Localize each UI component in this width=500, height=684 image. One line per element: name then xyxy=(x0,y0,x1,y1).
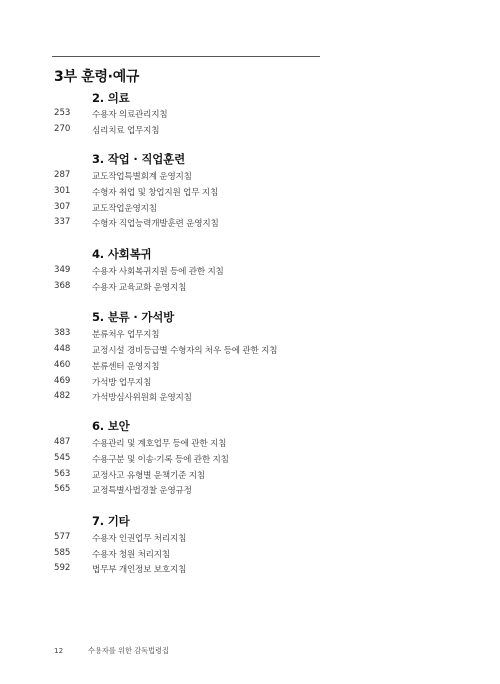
toc-entry[interactable] xyxy=(0,453,500,469)
toc-entry-title: 교도작업특별회계 운영지침 xyxy=(92,172,192,182)
toc-entry-title: 교정시설 경비등급별 수형자의 처우 등에 관한 지침 xyxy=(92,346,278,356)
section-heading-work-training: 3. 작업 · 직업훈련 xyxy=(92,152,186,166)
toc-entry[interactable] xyxy=(0,344,500,360)
footer-page-number: 12 xyxy=(54,646,64,655)
toc-entry[interactable] xyxy=(0,437,500,453)
toc-entry[interactable] xyxy=(0,217,500,233)
toc-page-number: 270 xyxy=(54,124,71,134)
toc-page-number: 368 xyxy=(54,281,71,291)
toc-page-number: 482 xyxy=(54,391,71,401)
toc-entry[interactable] xyxy=(0,328,500,344)
toc-entry[interactable] xyxy=(0,202,500,218)
toc-entry-title: 심리치료 업무지침 xyxy=(92,126,160,136)
toc-page-number: 337 xyxy=(54,217,71,227)
section-heading-social-return: 4. 사회복귀 xyxy=(92,247,152,261)
toc-page-number: 448 xyxy=(54,344,71,354)
toc-page-number: 287 xyxy=(54,170,71,180)
toc-entry[interactable] xyxy=(0,281,500,297)
toc-entry-title: 수용자 교육교화 운영지침 xyxy=(92,283,187,293)
toc-entry-title: 수용구분 및 이송·기록 등에 관한 지침 xyxy=(92,455,229,465)
toc-entry[interactable] xyxy=(0,186,500,202)
toc-entry-title: 수용자 청원 처리지침 xyxy=(92,550,170,560)
toc-entry-title: 가석방 업무지침 xyxy=(92,378,152,388)
toc-entry[interactable] xyxy=(0,376,500,392)
toc-page-number: 592 xyxy=(54,563,71,573)
section-heading-classification-parole: 5. 분류 · 가석방 xyxy=(92,310,175,324)
toc-entry[interactable] xyxy=(0,469,500,485)
footer-book-title: 수용자를 위한 감독법령집 xyxy=(88,646,169,655)
toc-entry-title: 수형자 직업능력개발훈련 운영지침 xyxy=(92,219,219,229)
toc-entry[interactable] xyxy=(0,563,500,579)
toc-entry-title: 수용자 사회복귀지원 등에 관한 지침 xyxy=(92,267,224,277)
toc-page-number: 487 xyxy=(54,437,71,447)
toc-entry-title: 가석방심사위원회 운영지침 xyxy=(92,393,192,403)
toc-page-number: 563 xyxy=(54,469,71,479)
toc-page-number: 545 xyxy=(54,453,71,463)
toc-entry-title: 수형자 취업 및 창업지원 업무 지침 xyxy=(92,188,219,198)
toc-page-number: 585 xyxy=(54,548,71,558)
toc-entry-title: 수용자 의료관리지침 xyxy=(92,110,168,120)
toc-entry[interactable] xyxy=(0,548,500,564)
toc-entry[interactable] xyxy=(0,532,500,548)
toc-page-number: 307 xyxy=(54,202,71,212)
part-title: 3부 훈령·예규 xyxy=(54,69,140,85)
toc-page-number: 253 xyxy=(54,108,71,118)
toc-entry[interactable] xyxy=(0,360,500,376)
toc-entry[interactable] xyxy=(0,484,500,500)
toc-page-number: 577 xyxy=(54,532,71,542)
toc-entry[interactable] xyxy=(0,108,500,124)
section-heading-security: 6. 보안 xyxy=(92,419,130,433)
toc-entry-title: 교도작업운영지침 xyxy=(92,204,157,214)
toc-page-number: 349 xyxy=(54,265,71,275)
toc-entry-title: 수용관리 및 계호업무 등에 관한 지침 xyxy=(92,439,227,449)
toc-page-number: 469 xyxy=(54,376,71,386)
toc-entry-title: 법무부 개인정보 보호지침 xyxy=(92,565,187,575)
toc-entry[interactable] xyxy=(0,265,500,281)
toc-entry[interactable] xyxy=(0,124,500,140)
toc-entry-title: 교정사고 유형별 운책기준 지침 xyxy=(92,471,205,481)
toc-page-number: 301 xyxy=(54,186,71,196)
toc-entry-title: 분류처우 업무지침 xyxy=(92,330,160,340)
toc-entry-title: 교정특별사법경찰 운영규정 xyxy=(92,486,192,496)
section-heading-other: 7. 기타 xyxy=(92,514,130,528)
toc-page-number: 460 xyxy=(54,360,71,370)
toc-page-number: 383 xyxy=(54,328,71,338)
toc-entry-title: 수용자 인권업무 처리지침 xyxy=(92,534,187,544)
toc-page-number: 565 xyxy=(54,484,71,494)
toc-entry[interactable] xyxy=(0,170,500,186)
section-heading-medical: 2. 의료 xyxy=(92,91,130,105)
top-rule xyxy=(52,56,320,57)
toc-entry-title: 분류센터 운영지침 xyxy=(92,362,160,372)
toc-entry[interactable] xyxy=(0,391,500,407)
